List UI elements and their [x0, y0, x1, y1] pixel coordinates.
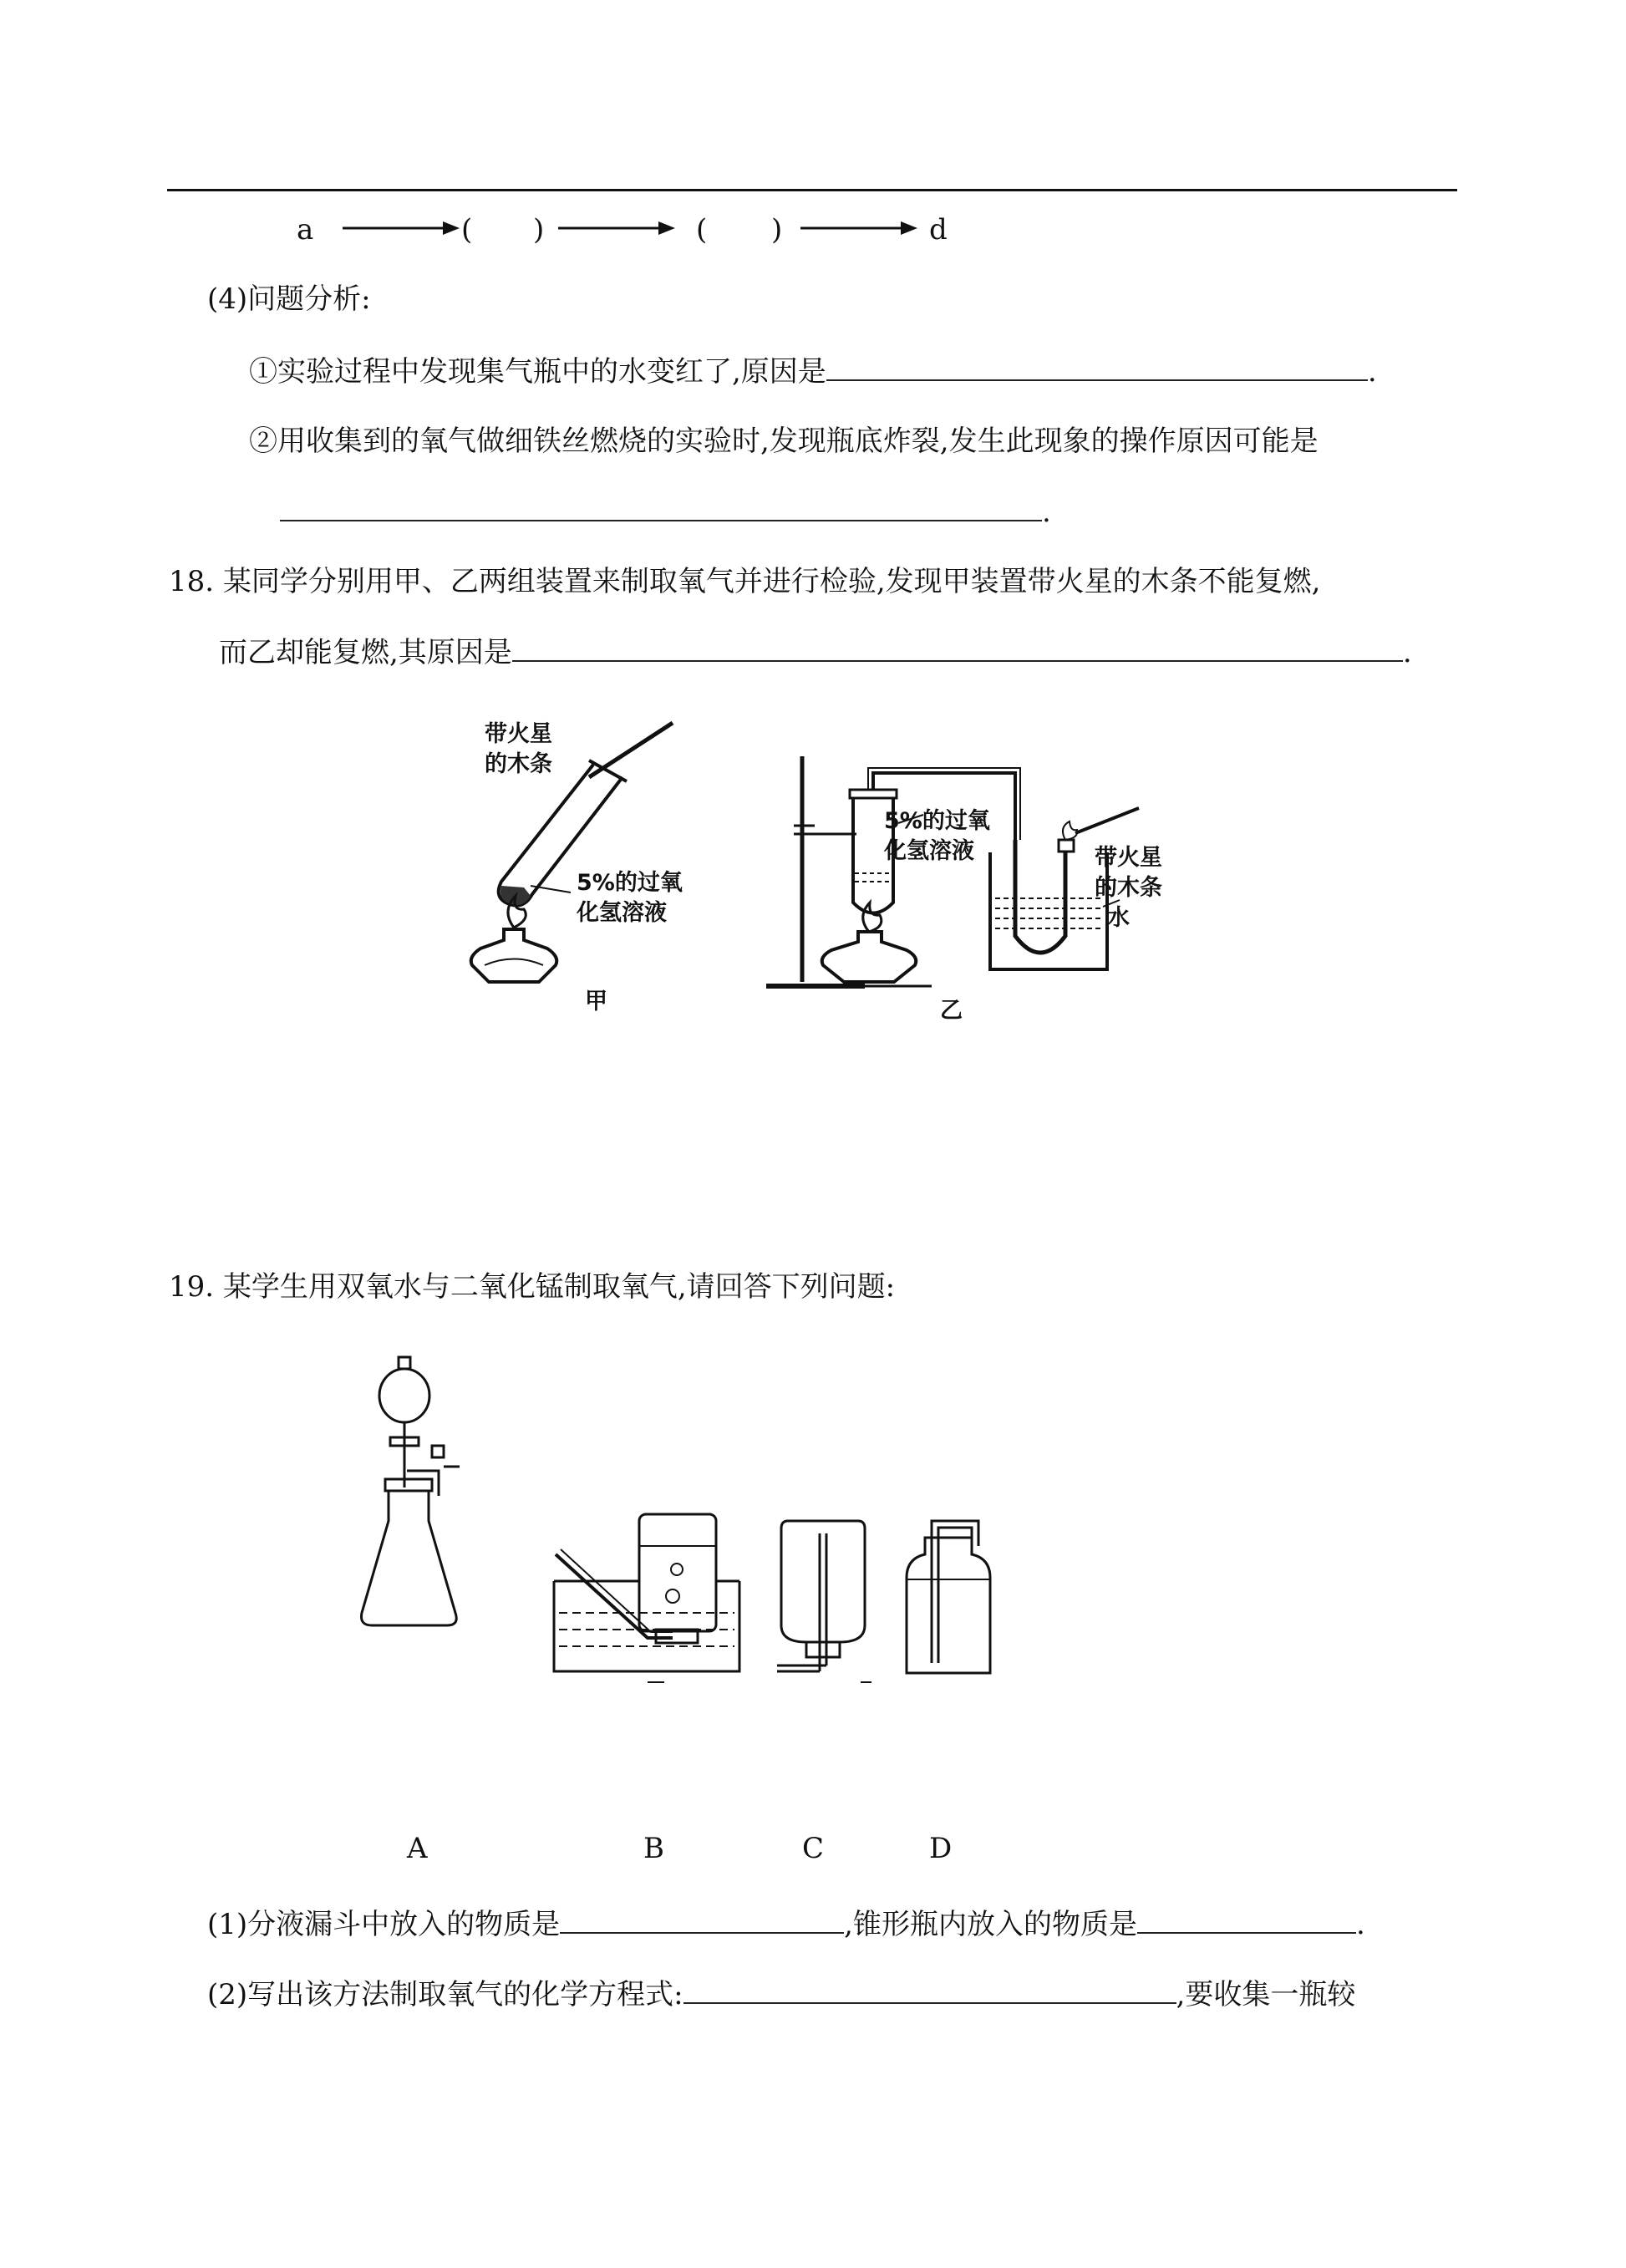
arrow-3-icon: [800, 220, 917, 236]
q4-item2-answer-blank[interactable]: [280, 495, 1042, 521]
jia-splint-label-1: 带火星: [485, 721, 552, 747]
yi-solution-label-2: 化氢溶液: [884, 838, 974, 864]
sequence-start: a: [297, 213, 314, 247]
q18-line2-text: 而乙却能复燃,其原因是: [219, 636, 512, 669]
apparatus-c-drawing: [773, 1517, 882, 1692]
sequence-paren-close-2: ): [771, 213, 783, 247]
q19-part1-text-b: ,锥形瓶内放入的物质是: [844, 1908, 1137, 1941]
yi-water-label: 水: [1107, 905, 1130, 931]
q4-item2-end: .: [1042, 496, 1051, 529]
q19-part1-end: .: [1355, 1908, 1365, 1941]
q19-funnel-blank[interactable]: [560, 1907, 844, 1934]
q18-line1: 18. 某同学分别用甲、乙两组装置来制取氧气并进行检验,发现甲装置带火星的木条不能复燃,: [169, 565, 1321, 598]
yi-splint-label-2: 的木条: [1095, 875, 1162, 901]
label-b: B: [643, 1832, 664, 1865]
apparatus-d-drawing: [898, 1513, 1007, 1688]
yi-splint-label-1: 带火星: [1095, 845, 1162, 871]
q4-item2: ②用收集到的氧气做细铁丝燃烧的实验时,发现瓶底炸裂,发生此现象的操作原因可能是: [249, 425, 1319, 458]
sequence-paren-open-1: (: [461, 213, 473, 247]
q18-line2-end: .: [1402, 636, 1412, 669]
jia-solution-label-1: 5%的过氧: [577, 870, 683, 896]
q19-flask-blank[interactable]: [1137, 1907, 1356, 1934]
q4-item1: [249, 354, 1377, 389]
label-d: D: [929, 1832, 953, 1865]
apparatus-b-drawing: [547, 1513, 765, 1688]
yi-solution-label-1: 5%的过氧: [884, 808, 990, 834]
q4-item1-end: .: [1367, 355, 1377, 389]
q19-part1: [207, 1907, 1365, 1941]
q4-item1-text: ①实验过程中发现集气瓶中的水变红了,原因是: [249, 355, 826, 389]
sequence-end: d: [929, 213, 948, 247]
sequence-paren-close-1: ): [533, 213, 545, 247]
arrow-2-icon: [558, 220, 675, 236]
arrow-1-icon: [343, 220, 460, 236]
q19-part2: [207, 1977, 1355, 2011]
q19-line1: 19. 某学生用双氧水与二氧化锰制取氧气,请回答下列问题:: [169, 1270, 896, 1304]
q4-item2-answer: [280, 495, 1051, 529]
jia-caption: 甲: [585, 989, 607, 1014]
sequence-paren-open-2: (: [696, 213, 708, 247]
q19-equation-blank[interactable]: [683, 1977, 1176, 2004]
q18-answer-blank[interactable]: [512, 635, 1403, 662]
label-a: A: [407, 1832, 428, 1865]
q18-line2: [219, 635, 1412, 669]
q19-part2-text-a: (2)写出该方法制取氧气的化学方程式:: [207, 1978, 683, 2011]
q4-heading: (4)问题分析:: [207, 282, 371, 316]
q4-item1-answer-blank[interactable]: [826, 354, 1368, 381]
yi-caption: 乙: [940, 998, 963, 1024]
jia-solution-label-2: 化氢溶液: [577, 900, 667, 926]
q19-part2-text-b: ,要收集一瓶较: [1176, 1978, 1356, 2011]
header-rule: [167, 189, 1457, 191]
jia-splint-label-2: 的木条: [485, 751, 552, 777]
label-c: C: [802, 1832, 825, 1865]
q19-part1-text-a: (1)分液漏斗中放入的物质是: [207, 1908, 561, 1941]
apparatus-a-drawing: [355, 1354, 489, 1638]
